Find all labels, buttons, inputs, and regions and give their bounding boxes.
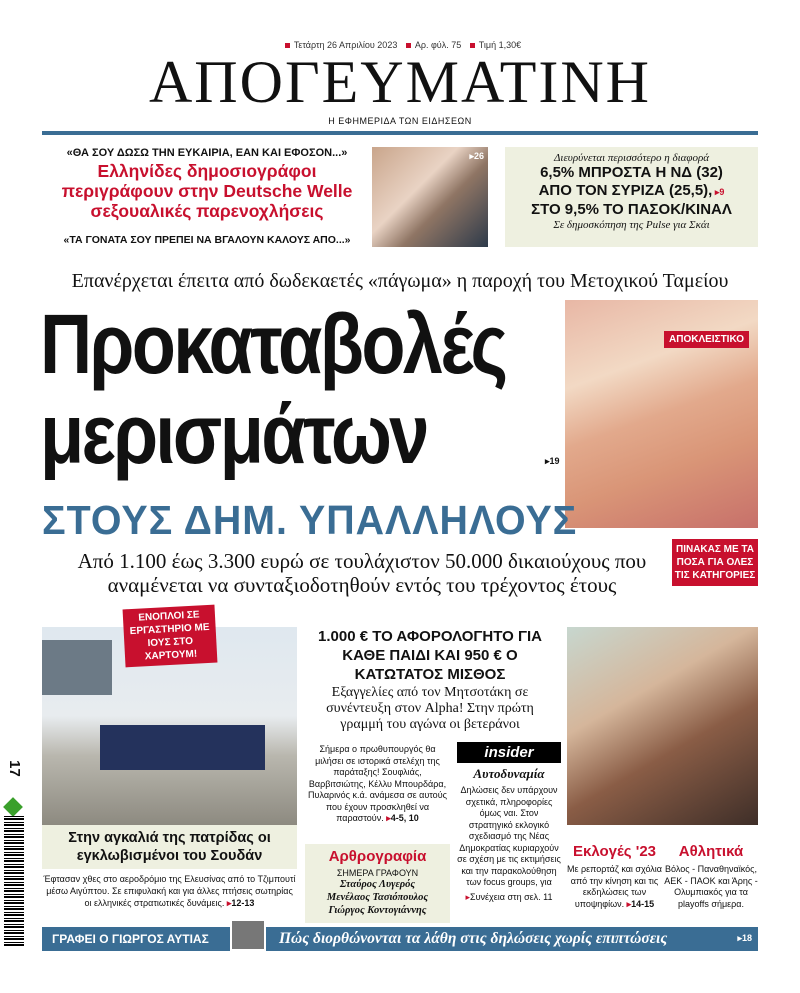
- green-diamond-icon: [3, 797, 23, 817]
- bottom-headline: Πώς διορθώνονται τα λάθη στις δηλώσεις χωρίς επιπτώσεις: [279, 930, 668, 947]
- top-story-quote-2: «ΤΑ ΓΟΝΑΤΑ ΣΟΥ ΠΡΕΠΕΙ ΝΑ ΒΓΑΛΟΥΝ ΚΑΛΟΥΣ ΑΠΟ...»: [63, 234, 351, 246]
- bullet-icon: [285, 43, 290, 48]
- sudan-body: Έφτασαν χθες στο αεροδρόμιο της Ελευσίνας από το Τζιμπουτί μέσω Αιγύπτου. Σε επιφυλακή και για άλλες πτήσεις σωτηρίας οι ελληνικές στρατιωτικές δυνάμεις. ▸12-13: [43, 874, 296, 908]
- table-note-badge: ΠΙΝΑΚΑΣ ΜΕ ΤΑ ΠΟΣΑ ΓΙΑ ΟΛΕΣ ΤΙΣ ΚΑΤΗΓΟΡΙΕΣ: [672, 539, 758, 586]
- edge-number: 17: [5, 760, 23, 777]
- opinion-author: Σταύρος Λυγερός: [339, 879, 416, 890]
- bottom-page-ref: ▸18: [737, 933, 752, 943]
- bullet-icon: [406, 43, 411, 48]
- insider-continue: ▸Συνέχεια στη σελ. 11: [465, 891, 553, 902]
- top-story-quote-1: «ΘΑ ΣΟΥ ΔΩΣΩ ΤΗΝ ΕΥΚΑΙΡΙΑ, ΕΑΝ ΚΑΙ ΕΦΟΣΟΝ...»: [66, 147, 348, 159]
- poll-outro: Σε δημοσκόπηση της Pulse για Σκάι: [553, 219, 710, 231]
- main-headline-line-1[interactable]: Προκαταβολές: [40, 297, 506, 391]
- barcode: [4, 816, 24, 946]
- top-story-photo: [372, 147, 488, 247]
- bus-shape: [100, 725, 265, 770]
- insider-title: Αυτοδυναμία: [473, 766, 545, 781]
- opinion-today: ΣΗΜΕΡΑ ΓΡΑΦΟΥΝ: [336, 868, 419, 878]
- poll-line-2: ΑΠΟ ΤΟΝ ΣΥΡΙΖΑ (25,5), ▸9: [538, 182, 725, 199]
- poll-intro: Διευρύνεται περισσότερο η διαφορά: [553, 152, 710, 164]
- insider-body: Δηλώσεις δεν υπάρχουν σχετικά, πληροφορίες όμως ναι. Στον στρατηγικό εκλογικό σχεδιασμό της Νέας Δημοκρατίας κυριαρχούν σε σχέση με τις εκτιμήσεις και την παρακολούθηση των focus groups, για: [457, 785, 561, 887]
- sudan-badge: ΕΝΟΠΛΟΙ ΣΕ ΕΡΓΑΣΤΗΡΙΟ ΜΕ ΙΟΥΣ ΣΤΟ ΧΑΡΤΟΥΜ!: [123, 605, 218, 668]
- main-kicker: Επανέρχεται έπειτα από δωδεκαετές «πάγωμα» η παροχή του Μετοχικού Ταμείου: [71, 270, 729, 292]
- main-body: Από 1.100 έως 3.300 ευρώ σε τουλάχιστον 50.000 δικαιούχους που αναμένεται να συνταξιοδοτηθούν εντός του τρέχοντος έτους: [77, 549, 647, 597]
- bullet-icon: [470, 43, 475, 48]
- tax-deck: Εξαγγελίες από τον Μητσοτάκη σε συνέντευξη στον Alpha! Στην πρώτη γραμμή του αγώνα οι βετεράνοι: [326, 685, 534, 732]
- sudan-headline[interactable]: Στην αγκαλιά της πατρίδας οι εγκλωβισμένοι του Σουδάν: [42, 825, 297, 869]
- poll-line-3: ΣΤΟ 9,5% ΤΟ ΠΑΣΟΚ/ΚΙΝΑΛ: [531, 201, 732, 218]
- author-avatar: [230, 919, 266, 951]
- poll-box[interactable]: [505, 147, 758, 247]
- main-headline-line-2[interactable]: μερισμάτων: [40, 387, 427, 481]
- main-page-ref: ▸19: [545, 456, 560, 466]
- opinion-title: Αρθρογραφία: [328, 848, 427, 865]
- main-subhead: ΣΤΟΥΣ ΔΗΜ. ΥΠΑΛΛΗΛΟΥΣ: [42, 497, 578, 543]
- selfie-photo: [567, 627, 758, 825]
- masthead-rule: [42, 131, 758, 135]
- elections-box[interactable]: [567, 843, 662, 910]
- opinion-author: Μενέλαος Τασιόπουλος: [326, 892, 429, 903]
- top-story-page-ref: ▸26: [469, 151, 484, 161]
- newspaper-title: ΑΠΟΓΕΥΜΑΤΙΝΗ: [148, 49, 652, 115]
- newspaper-subtitle: Η ΕΦΗΜΕΡΙΔΑ ΤΩΝ ΕΙΔΗΣΕΩΝ: [328, 116, 472, 126]
- sports-box[interactable]: [664, 843, 758, 910]
- issue-price: Τιμή 1,30€: [478, 40, 522, 50]
- exclusive-badge: ΑΠΟΚΛΕΙΣΤΙΚΟ: [664, 331, 749, 348]
- opinion-box[interactable]: [305, 844, 450, 923]
- elections-body: Με ρεπορτάζ και σχόλια από την κίνηση και τις εκδηλώσεις των υποψηφίων. ▸14-15: [567, 864, 662, 909]
- aircraft-shape: [42, 640, 112, 695]
- opinion-author: Γιώργος Κοντογιάννης: [328, 905, 427, 916]
- issue-date: Τετάρτη 26 Απριλίου 2023: [293, 40, 398, 50]
- sports-body: Βόλος - Παναθηναϊκός, ΑΕΚ - ΠΑΟΚ και Άρης - Ολυμπιακός για τα playoffs σήμερα.: [664, 864, 758, 909]
- bottom-writer: ΓΡΑΦΕΙ Ο ΓΙΩΡΓΟΣ ΑΥΤΙΑΣ: [52, 932, 209, 946]
- top-story-headline[interactable]: Ελληνίδες δημοσιογράφοι περιγράφουν στην Deutsche Welle σεξουαλικές παρενοχλήσεις: [61, 161, 353, 221]
- elections-title: Εκλογές '23: [572, 843, 657, 860]
- insider-logo: insider: [457, 742, 561, 763]
- poll-line-1: 6,5% ΜΠΡΟΣΤΑ Η ΝΔ (32): [540, 164, 723, 181]
- tax-headline[interactable]: 1.000 € ΤΟ ΑΦΟΡΟΛΟΓΗΤΟ ΓΙΑ ΚΑΘΕ ΠΑΙΔΙ ΚΑΙ 950 € Ο ΚΑΤΩΤΑΤΟΣ ΜΙΣΘΟΣ: [318, 628, 542, 683]
- insider-column[interactable]: [457, 742, 561, 903]
- bottom-banner[interactable]: [42, 927, 758, 951]
- tax-body: Σήμερα ο πρωθυπουργός θα μιλήσει σε ιστορικά στελέχη της παράταξης! Σουφλιάς, Βαρβιτσιώτης, Κέλλυ Μπουρδάρα, Πυλαρινός κ.ά. ανάμεσα σε αυτούς που έχουν προσκληθεί να παραστούν. ▸4-5, 10: [308, 744, 447, 823]
- sports-title: Αθλητικά: [678, 843, 744, 860]
- issue-number: Αρ. φύλ. 75: [414, 40, 462, 50]
